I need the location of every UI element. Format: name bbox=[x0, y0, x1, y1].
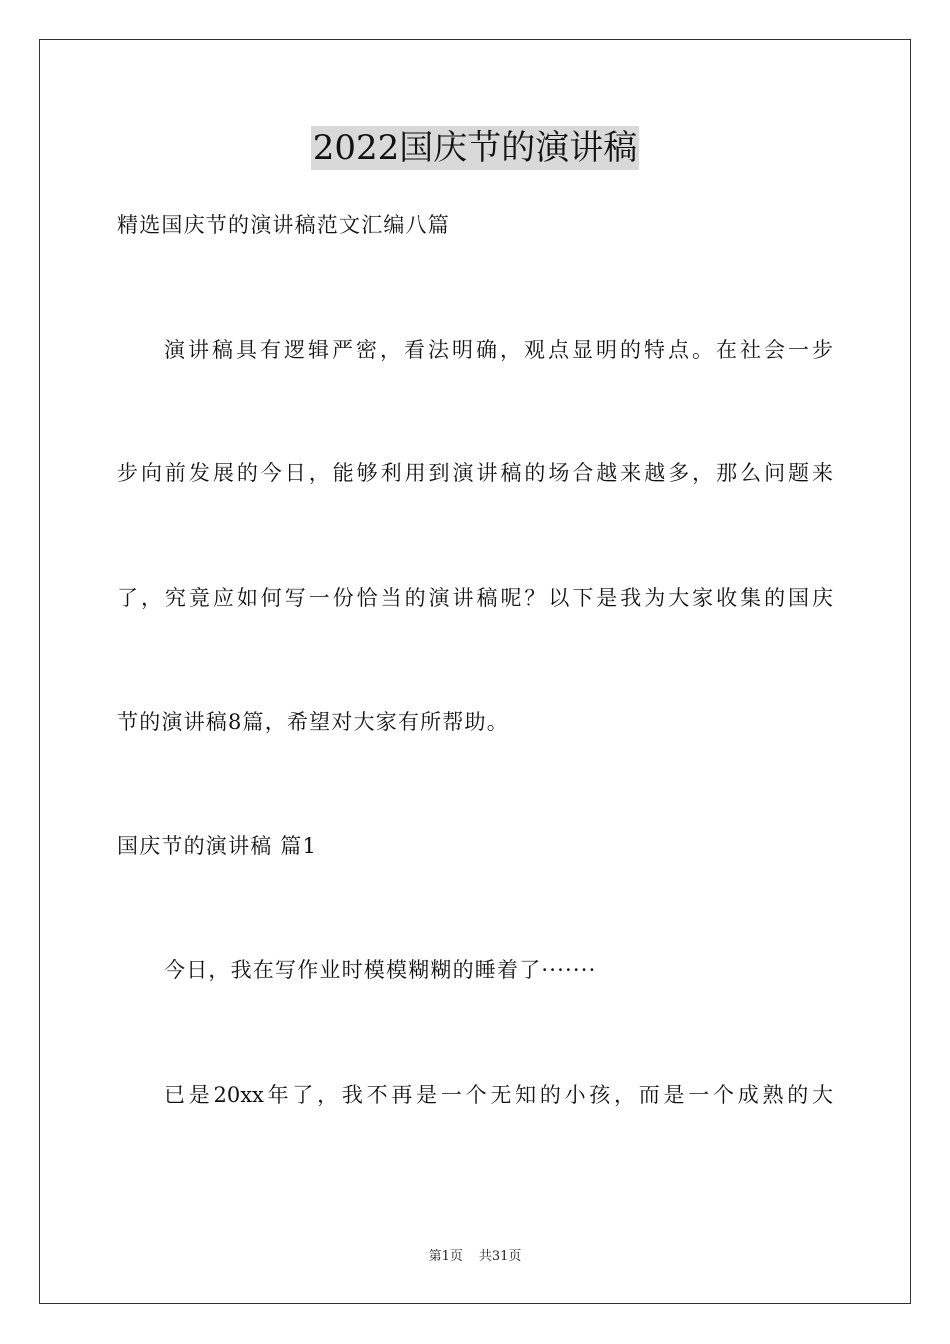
section-heading: 国庆节的演讲稿 篇1 bbox=[117, 834, 318, 858]
page-footer bbox=[0, 1248, 950, 1266]
intro-line-3: 了，究竟应如何写一份恰当的演讲稿呢？以下是我为大家收集的国庆 bbox=[117, 586, 833, 610]
intro-line-2: 步向前发展的今日，能够利用到演讲稿的场合越来越多，那么问题来 bbox=[117, 461, 833, 485]
document-subtitle: 精选国庆节的演讲稿范文汇编八篇 bbox=[117, 213, 450, 237]
intro-line-4: 节的演讲稿8篇，希望对大家有所帮助。 bbox=[117, 710, 509, 734]
document-title: 2022国庆节的演讲稿 bbox=[312, 128, 638, 168]
body-line-2: 已是20xx年了，我不再是一个无知的小孩，而是一个成熟的大 bbox=[164, 1083, 833, 1107]
page-number: 第1页 bbox=[428, 1249, 463, 1264]
intro-line-1: 演讲稿具有逻辑严密，看法明确，观点显明的特点。在社会一步 bbox=[164, 338, 833, 362]
body-line-1: 今日，我在写作业时模模糊糊的睡着了······· bbox=[164, 958, 597, 982]
title-container bbox=[0, 126, 950, 170]
page-total: 共31页 bbox=[478, 1249, 522, 1264]
